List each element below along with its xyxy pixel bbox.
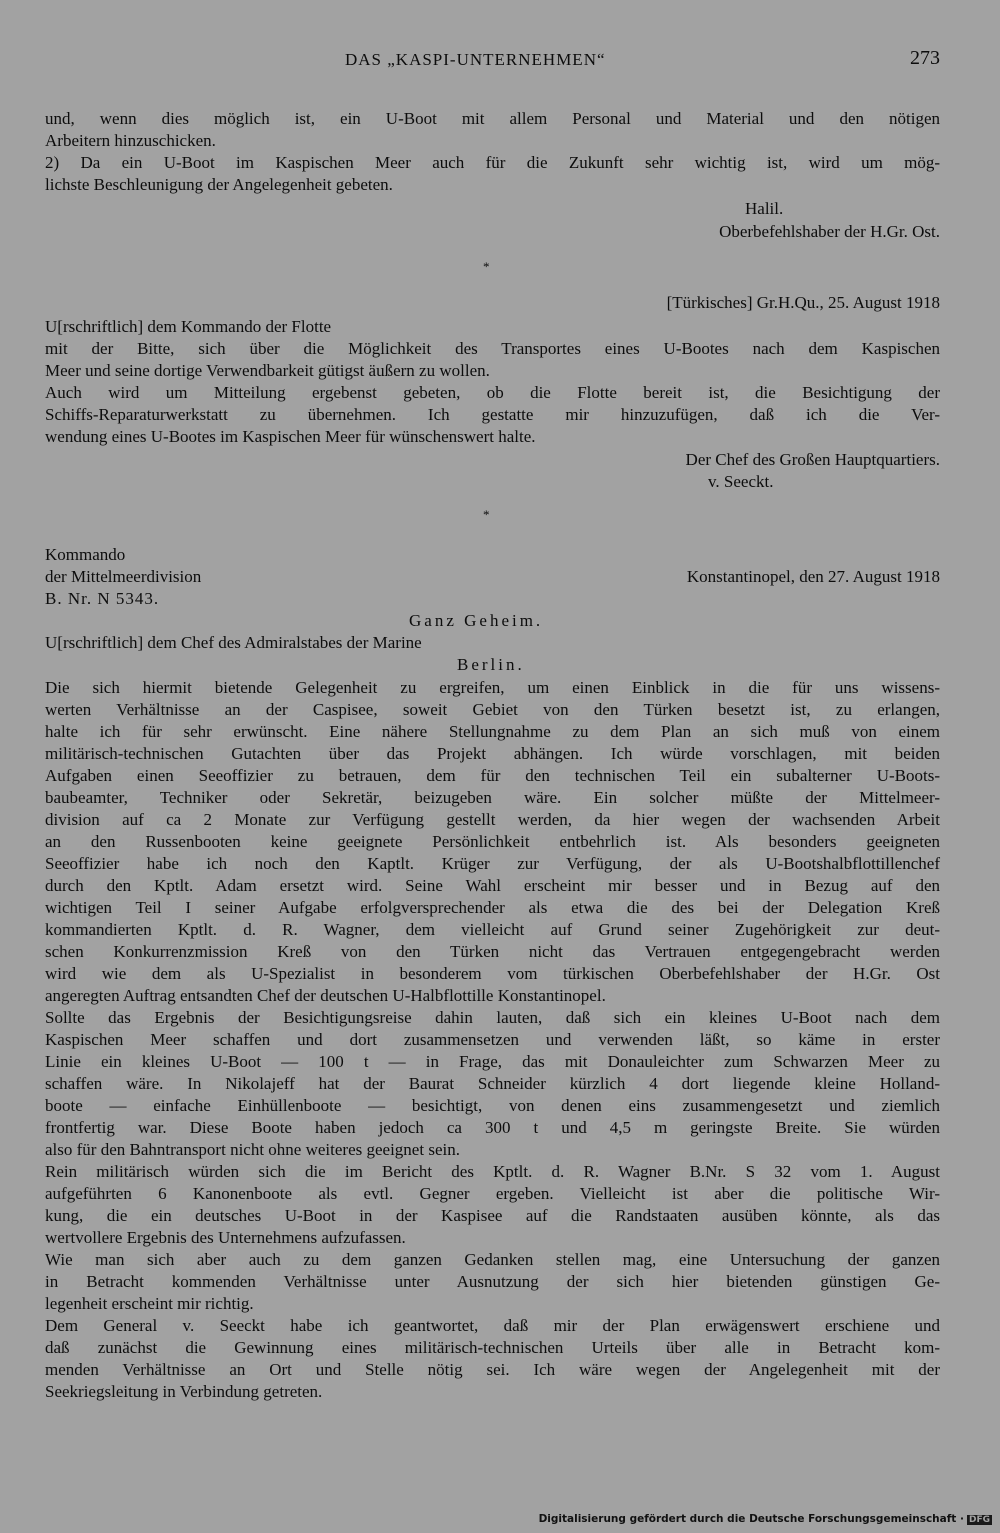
text-line: mit der Bitte, sich über die Möglichkeit des Transportes eines U-Bootes nach dem Kaspischen: [45, 339, 940, 358]
text-line: Dem General v. Seeckt habe ich geantwortet, daß mir der Plan erwägenswert erschiene und: [45, 1316, 940, 1335]
reference-number: B. Nr. N 5343.: [45, 589, 160, 608]
document-page: [45, 0, 940, 1533]
classification: Ganz Geheim.: [409, 611, 544, 630]
text-line: und, wenn dies möglich ist, ein U-Boot mit allem Personal und Material und den nötigen: [45, 109, 940, 128]
addressee-city: Berlin.: [457, 655, 525, 674]
text-line: kung, die ein deutsches U-Boot in der Kaspisee auf die Randstaaten ausüben könnte, als das: [45, 1206, 940, 1225]
text-line: aufgeführten 6 Kanonenboote als evtl. Gegner ergeben. Vielleicht ist aber die politische Wir-: [45, 1184, 940, 1203]
dfg-logo: DFG: [968, 1515, 990, 1525]
signature-title: Oberbefehlshaber der H.Gr. Ost.: [719, 222, 940, 241]
running-header: [45, 47, 940, 74]
letter-1-body: [45, 108, 940, 196]
text-line: boote — einfache Einhüllenboote — besichtigt, von denen eins zusammengesetzt und ziemlich: [45, 1096, 940, 1115]
letter-3-sender: [45, 544, 940, 610]
text-line: angeregten Auftrag entsandten Chef der deutschen U-Halbflottille Konstantinopel.: [45, 986, 606, 1005]
text-line: daß zunächst die Gewinnung eines militärisch-technischen Urteils über alle in Betracht kom-: [45, 1338, 940, 1357]
text-line: Rein militärisch würden sich die im Bericht des Kptlt. d. R. Wagner B.Nr. S 32 vom 1. August: [45, 1162, 940, 1181]
letter-2-body: [45, 316, 940, 448]
sender-line: Kommando: [45, 545, 126, 564]
running-title: DAS „KASPI-UNTERNEHMEN“: [345, 50, 606, 69]
text-line: in Betracht kommenden Verhältnisse unter Ausnutzung der sich hier bietenden günstigen Ge-: [45, 1272, 940, 1291]
text-line: Seeoffizier habe ich noch den Kaptlt. Krüger zur Verfügung, der als U-Bootshalbflottillenchef: [45, 854, 940, 873]
text-line: Aufgaben einen Seeoffizier zu betrauen, dem für den technischen Teil ein subalterner U-Boots-: [45, 766, 940, 785]
sender-line: der Mittelmeerdivision: [45, 567, 202, 586]
letter-3-dateline: Konstantinopel, den 27. August 1918: [686, 567, 940, 586]
text-line: baubeamter, Techniker oder Sekretär, beizugeben wäre. Ein solcher müßte der Mittelmeer-: [45, 788, 940, 807]
credit-text: Digitalisierung gefördert durch die Deutsche Forschungsgemeinschaft ·: [538, 1513, 964, 1525]
letter-2-dateline: [Türkisches] Gr.H.Qu., 25. August 1918: [666, 293, 940, 312]
text-line: frontfertig war. Diese Boote haben jedoch ca 300 t und 4,5 m geringste Breite. Sie würden: [45, 1118, 940, 1137]
text-line: menden Verhältnisse an Ort und Stelle nötig sei. Ich wäre wegen der Angelegenheit mit der: [45, 1360, 940, 1379]
text-line: Seekriegsleitung in Verbindung getreten.: [45, 1382, 323, 1401]
letter-1-signature: [45, 198, 940, 243]
text-line: durch den Kptlt. Adam ersetzt wird. Seine Wahl erscheint mir besser und in Bezug auf den: [45, 876, 940, 895]
text-line: division auf ca 2 Monate zur Verfügung gestellt werden, da hier wegen der wachsenden Arbeit: [45, 810, 940, 829]
text-line: Linie ein kleines U-Boot — 100 t — in Frage, das mit Donauleichter zum Schwarzen Meer zu: [45, 1052, 940, 1071]
text-line: Die sich hiermit bietende Gelegenheit zu ergreifen, um einen Einblick in die für uns wissens-: [45, 678, 940, 697]
text-line: also für den Bahntransport nicht ohne weiteres geeignet sein.: [45, 1140, 460, 1159]
text-line: werten Verhältnisse an der Caspisee, soweit Gebiet von den Türken besetzt ist, zu erlangen,: [45, 700, 940, 719]
text-line: 2) Da ein U-Boot im Kaspischen Meer auch für die Zukunft sehr wichtig ist, wird um mög-: [45, 153, 940, 172]
signature-name: v. Seeckt.: [708, 472, 774, 491]
text-line: schen Konkurrenzmission Kreß von den Türken nicht das Vertrauen entgegengebracht werden: [45, 942, 940, 961]
separator-star: *: [483, 507, 490, 522]
separator-star: *: [483, 259, 490, 274]
text-line: Auch wird um Mitteilung ergebenst gebeten, ob die Flotte bereit ist, die Besichtigung der: [45, 383, 940, 402]
addressee: U[rschriftlich] dem Kommando der Flotte: [45, 317, 332, 336]
letter-3-body: [45, 677, 940, 1403]
text-line: kommandierten Kptlt. d. R. Wagner, dem vielleicht auf Grund seiner Zugehörigkeit zur deut-: [45, 920, 940, 939]
text-line: Schiffs-Reparaturwerkstatt zu übernehmen. Ich gestatte mir hinzuzufügen, daß ich die Ver-: [45, 405, 940, 424]
signature-title: Der Chef des Großen Hauptquartiers.: [685, 450, 940, 469]
text-line: wertvollere Ergebnis des Unternehmens aufzufassen.: [45, 1228, 406, 1247]
text-line: wird wie dem als U-Spezialist in besonderem vom türkischen Oberbefehlshaber der H.Gr. Ost: [45, 964, 940, 983]
text-line: Kaspischen Meer schaffen und dort zusammensetzen und verwenden läßt, so käme in erster: [45, 1030, 940, 1049]
text-line: wendung eines U-Bootes im Kaspischen Meer für wünschenswert halte.: [45, 427, 536, 446]
letter-2-signature: [45, 449, 940, 493]
page-number: 273: [910, 47, 940, 69]
text-line: halte ich für sehr erwünscht. Eine nähere Stellungnahme zu dem Plan an sich muß von einem: [45, 722, 940, 741]
text-line: Sollte das Ergebnis der Besichtigungsreise dahin lauten, daß sich ein kleines U-Boot nach dem: [45, 1008, 940, 1027]
letter-3-heading: [45, 610, 940, 676]
text-line: lichste Beschleunigung der Angelegenheit gebeten.: [45, 175, 393, 194]
text-line: wichtigen Teil I seiner Aufgabe erfolgversprechender als etwa die des bei der Delegation Kreß: [45, 898, 940, 917]
text-line: Arbeitern hinzuschicken.: [45, 131, 216, 150]
text-line: militärisch-technischen Gutachten über das Projekt abhängen. Ich würde vorschlagen, mit beiden: [45, 744, 940, 763]
signature-name: Halil.: [745, 199, 784, 218]
addressee: U[rschriftlich] dem Chef des Admiralstabes der Marine: [45, 633, 422, 652]
text-line: Meer und seine dortige Verwendbarkeit gütigst äußern zu wollen.: [45, 361, 490, 380]
text-line: legenheit erscheint mir richtig.: [45, 1294, 254, 1313]
text-line: Wie man sich aber auch zu dem ganzen Gedanken stellen mag, eine Untersuchung der ganzen: [45, 1250, 940, 1269]
text-line: schaffen wäre. In Nikolajeff hat der Baurat Schneider kürzlich 4 dort liegende kleine Holland-: [45, 1074, 940, 1093]
text-line: an den Russenbooten keine geeignete Persönlichkeit entbehrlich ist. Als besonders geeigneten: [45, 832, 940, 851]
sender-dateline-row: [45, 566, 940, 588]
digitization-credit: [539, 1513, 992, 1525]
